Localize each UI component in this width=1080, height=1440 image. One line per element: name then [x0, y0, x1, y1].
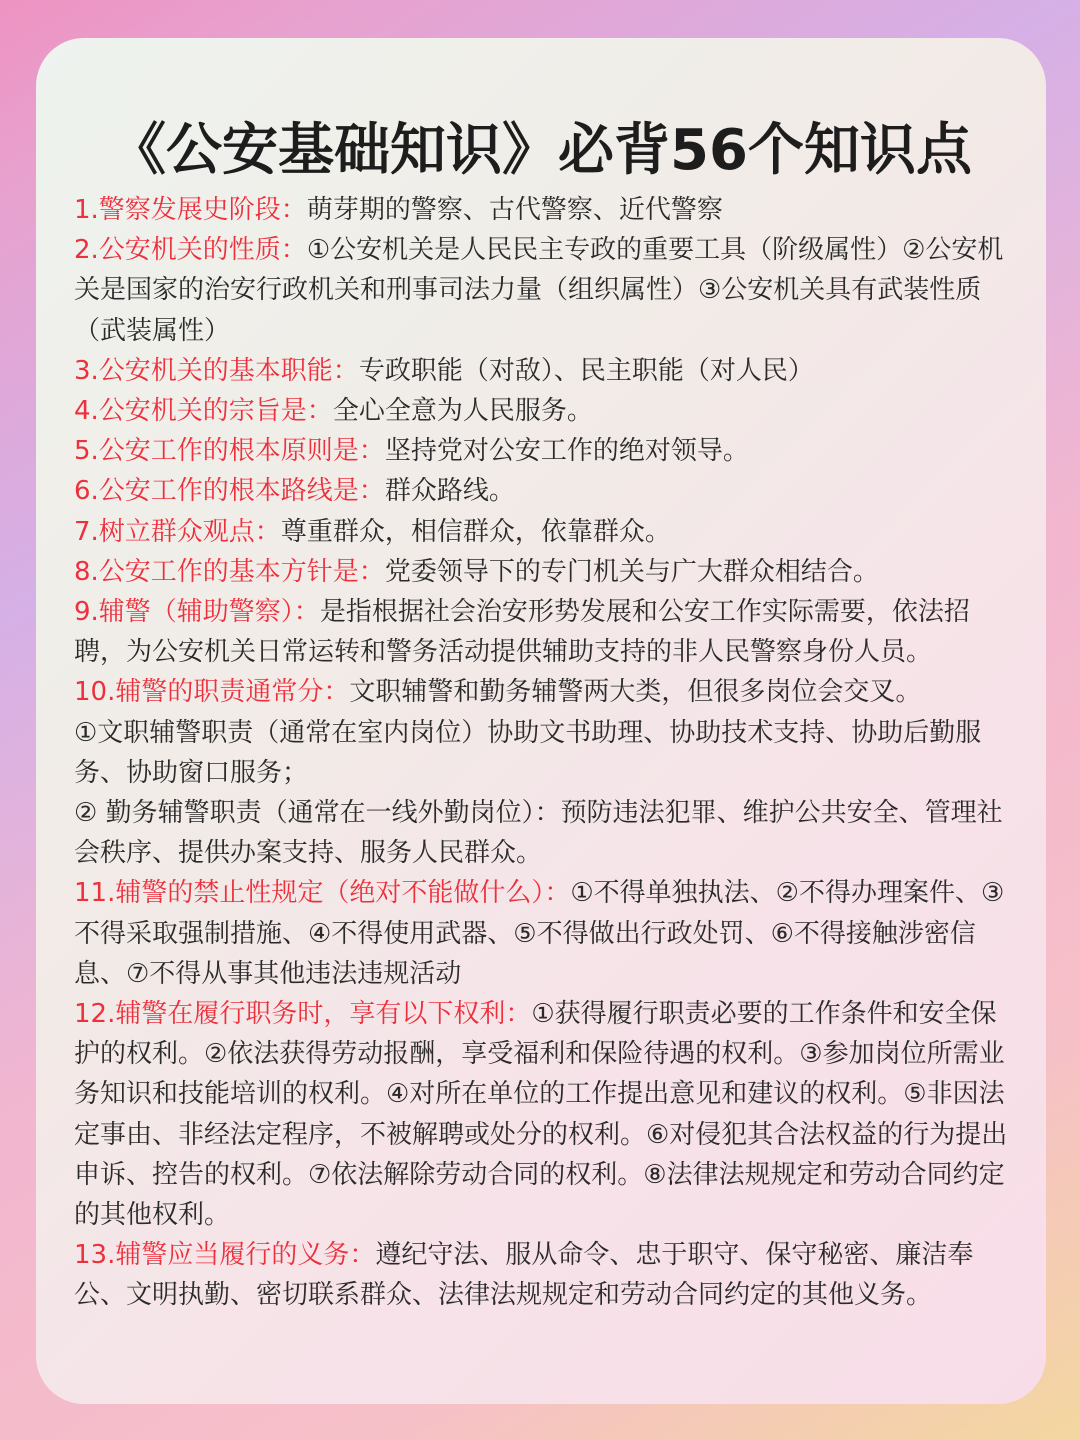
item-heading: 11.辅警的禁止性规定（绝对不能做什么）： [74, 878, 571, 909]
list-item [74, 873, 1014, 994]
item-heading: 13.辅警应当履行的义务： [74, 1240, 376, 1271]
item-text: 坚持党对公安工作的绝对领导。 [384, 436, 749, 467]
list-item [74, 512, 1014, 552]
list-item [74, 431, 1014, 471]
item-text: 遵纪守法、服从命令、忠于职守、保守秘密、廉洁奉公、文明执勤、密切联系群众、法律法规规定和劳动合同约定的其他义务。 [74, 1240, 974, 1311]
item-heading: 10.辅警的职责通常分： [74, 677, 350, 708]
list-item [74, 230, 1014, 351]
item-heading: 8.公安工作的基本方针是： [74, 556, 385, 587]
item-heading: 1.警察发展史阶段： [74, 195, 307, 225]
list-item [74, 994, 1014, 1235]
list-item [74, 552, 1014, 592]
list-item [74, 592, 1014, 672]
item-text: ①不得单独执法、②不得办理案件、③不得采取强制措施、④不得使用武器、⑤不得做出行政处罚、⑥不得接触涉密信息、⑦不得从事其他违法违规活动 [74, 878, 1005, 989]
item-heading: 12.辅警在履行职务时，享有以下权利： [74, 999, 532, 1030]
item-text: 党委领导下的专门机关与广大群众相结合。 [384, 556, 879, 587]
item-heading: 3.公安机关的基本职能： [74, 355, 359, 386]
list-item [74, 471, 1014, 511]
item-text: ①公安机关是人民民主专政的重要工具（阶级属性）②公安机关是国家的治安行政机关和刑事司法力量（组织属性）③公安机关具有武装性质（武装属性） [74, 235, 1004, 346]
list-item [74, 1235, 1014, 1315]
item-heading: 9.辅警（辅助警察）： [74, 597, 320, 628]
item-text: 专政职能（对敌）、民主职能（对人民） [358, 355, 814, 386]
item-heading: 2.公安机关的性质： [74, 235, 307, 266]
item-heading: 7.树立群众观点： [74, 516, 281, 547]
list-item [74, 672, 1014, 873]
item-subtext: ①文职辅警职责（通常在室内岗位）协助文书助理、协助技术支持、协助后勤服务、协助窗口服务； [74, 717, 982, 788]
list-item [74, 391, 1014, 431]
item-text: 尊重群众，相信群众，依靠群众。 [280, 516, 671, 547]
page-title: 《公安基础知识》必背56个知识点 [110, 118, 972, 183]
content-card [36, 38, 1046, 1404]
list-item [74, 351, 1014, 391]
item-subtext: ② 勤务辅警职责（通常在一线外勤岗位）：预防违法犯罪、维护公共安全、管理社会秩序、提供办案支持、服务人民群众。 [74, 798, 1003, 869]
knowledge-list [74, 190, 1014, 1316]
item-text: 文职辅警和勤务辅警两大类，但很多岗位会交叉。 [349, 677, 922, 708]
item-text: 是指根据社会治安形势发展和公安工作实际需要，依法招聘，为公安机关日常运转和警务活动提供辅助支持的非人民警察身份人员。 [74, 597, 970, 668]
list-item [74, 190, 1014, 230]
item-text: ①获得履行职责必要的工作条件和安全保护的权利。②依法获得劳动报酬，享受福利和保险待遇的权利。③参加岗位所需业务知识和技能培训的权利。④对所在单位的工作提出意见和建议的权利。⑤非因法定事由、非经法定程序，不被解聘或处分的权利。⑥对侵犯其合法权益的行为提出申诉、控告的权利。⑦依法解除劳动合同的权利。⑧法律法规规定和劳动合同约定的其他权利。 [74, 999, 1008, 1231]
item-heading: 6.公安工作的根本路线是： [74, 476, 385, 507]
item-heading: 5.公安工作的根本原则是： [74, 436, 385, 467]
item-text: 全心全意为人民服务。 [332, 396, 593, 427]
item-text: 萌芽期的警察、古代警察、近代警察 [306, 195, 723, 225]
item-heading: 4.公安机关的宗旨是： [74, 396, 333, 427]
item-text: 群众路线。 [384, 476, 515, 507]
